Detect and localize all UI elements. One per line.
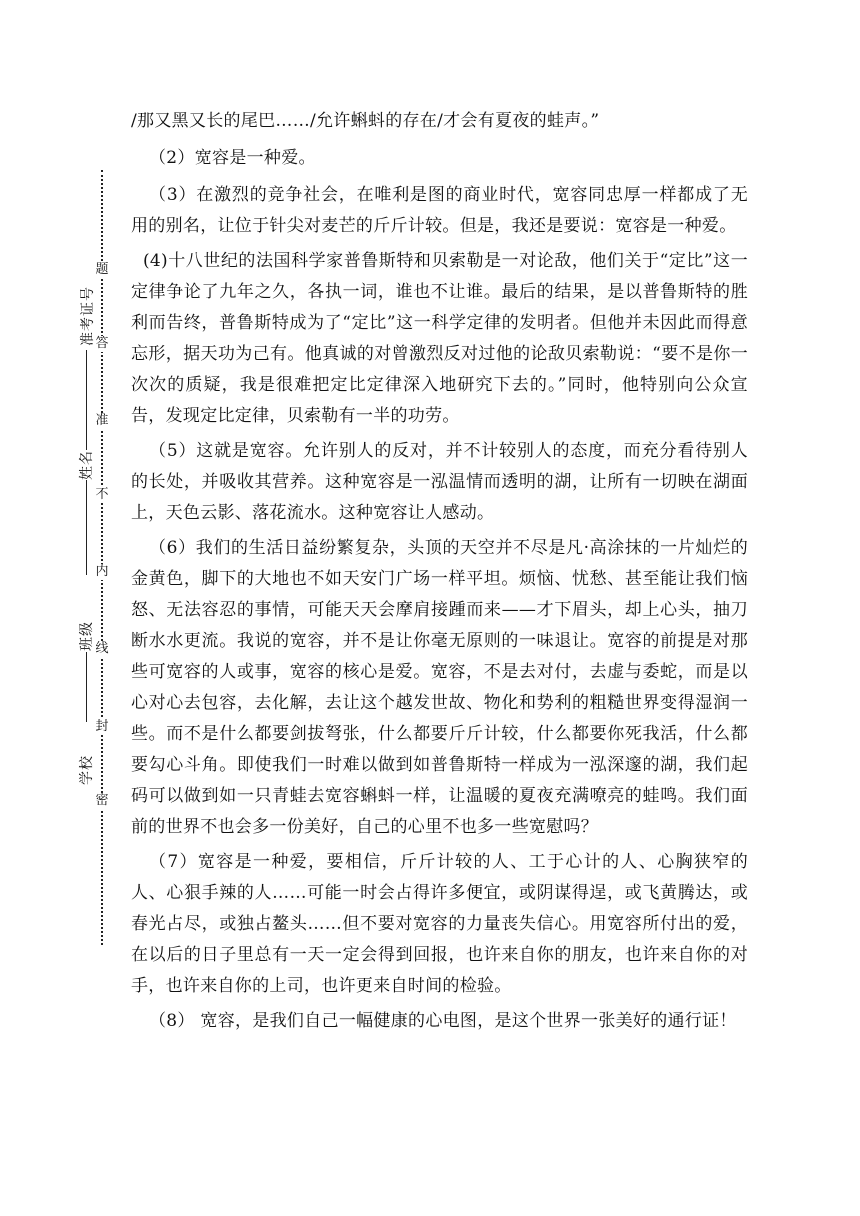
paragraph-2: （2）宽容是一种爱。 bbox=[149, 148, 316, 168]
school-label: 学校 bbox=[79, 755, 95, 785]
class-line bbox=[86, 652, 87, 722]
seal-char-da: 答 bbox=[95, 336, 109, 351]
seal-char-bu: 不 bbox=[95, 487, 109, 502]
class-label: 班级 bbox=[79, 621, 95, 651]
paragraph-5: （5）这就是宽容。允许别人的反对，并不计较别人的态度，而充分看待别人的长处，并吸收其营养。这种宽容是一泓温情而透明的湖，让所有一切映在湖面上，天色云影、落花流水。这种宽容让人感动。 bbox=[131, 441, 748, 523]
name-line bbox=[86, 480, 87, 575]
seal-char-zhun: 准 bbox=[95, 413, 109, 428]
essay-body bbox=[131, 106, 748, 1037]
paragraph-4: (4)十八世纪的法国科学家普鲁斯特和贝索勒是一对论敌，他们关于“定比”这一定律争论了九年之久，各执一词，谁也不让谁。最后的结果，是以普鲁斯特的胜利而告终，普鲁斯特成为了“定比”这一科学定律的发明者。但他并未因此而得意忘形，据天功为己有。他真诚的对曾激烈反对过他的论敌贝索勒说：“要不是你一次次的质疑，我是很难把定比定律深入地研究下去的。”同时，他特别向公众宣告，发现定比定律，贝索勒有一半的功劳。 bbox=[131, 251, 748, 426]
name-label: 姓名 bbox=[79, 450, 95, 480]
seal-char-mi: 密 bbox=[95, 793, 109, 808]
binding-margin bbox=[0, 0, 130, 1216]
seal-char-ti: 题 bbox=[95, 262, 109, 277]
seal-char-nei: 内 bbox=[95, 564, 109, 579]
exam-number-label: 准考证号 bbox=[80, 286, 96, 346]
exam-number-line bbox=[86, 350, 87, 450]
paragraph-continuation: /那又黑又长的尾巴……/允许蝌蚪的存在/才会有夏夜的蛙声。” bbox=[131, 111, 600, 131]
paragraph-6: （6）我们的生活日益纷繁复杂，头顶的天空并不尽是凡·高涂抹的一片灿烂的金黄色，脚下的大地也不如天安门广场一样平坦。烦恼、忧愁、甚至能让我们恼怒、无法容忍的事情，可能天天会摩肩接踵而来——才下眉头，却上心头，抽刀断水水更流。我说的宽容，并不是让你毫无原则的一味退让。宽容的前提是对那些可宽容的人或事，宽容的核心是爱。宽容，不是去对付，去虚与委蛇，而是以心对心去包容，去化解，去让这个越发世故、物化和势利的粗糙世界变得湿润一些。而不是什么都要剑拔弩张，什么都要斤斤计较，什么都要你死我活，什么都要勾心斗角。即使我们一时难以做到如普鲁斯特一样成为一泓深邃的湖，我们起码可以做到如一只青蛙去宽容蝌蚪一样，让温暖的夏夜充满嘹亮的蛙鸣。我们面前的世界不也会多一份美好，自己的心里不也多一些宽慰吗？ bbox=[131, 538, 748, 837]
seal-dotted-line bbox=[101, 170, 103, 945]
paragraph-8: （8） 宽容，是我们自己一幅健康的心电图，是这个世界一张美好的通行证！ bbox=[149, 1011, 737, 1031]
paragraph-7: （7）宽容是一种爱，要相信，斤斤计较的人、工于心计的人、心胸狭窄的人、心狠手辣的人……可能一时会占得许多便宜，或阴谋得逞，或飞黄腾达，或春光占尽，或独占鳌头……但不要对宽容的力量丧失信心。用宽容所付出的爱，在以后的日子里总有一天一定会得到回报，也许来自你的朋友，也许来自你的对手，也许来自你的上司，也许更来自时间的检验。 bbox=[131, 852, 748, 996]
seal-char-xian: 线 bbox=[95, 641, 109, 656]
seal-char-feng: 封 bbox=[95, 719, 109, 734]
paragraph-3: （3）在激烈的竞争社会，在唯利是图的商业时代，宽容同忠厚一样都成了无用的别名，让位于针尖对麦芒的斤斤计较。但是，我还是要说：宽容是一种爱。 bbox=[131, 185, 748, 236]
